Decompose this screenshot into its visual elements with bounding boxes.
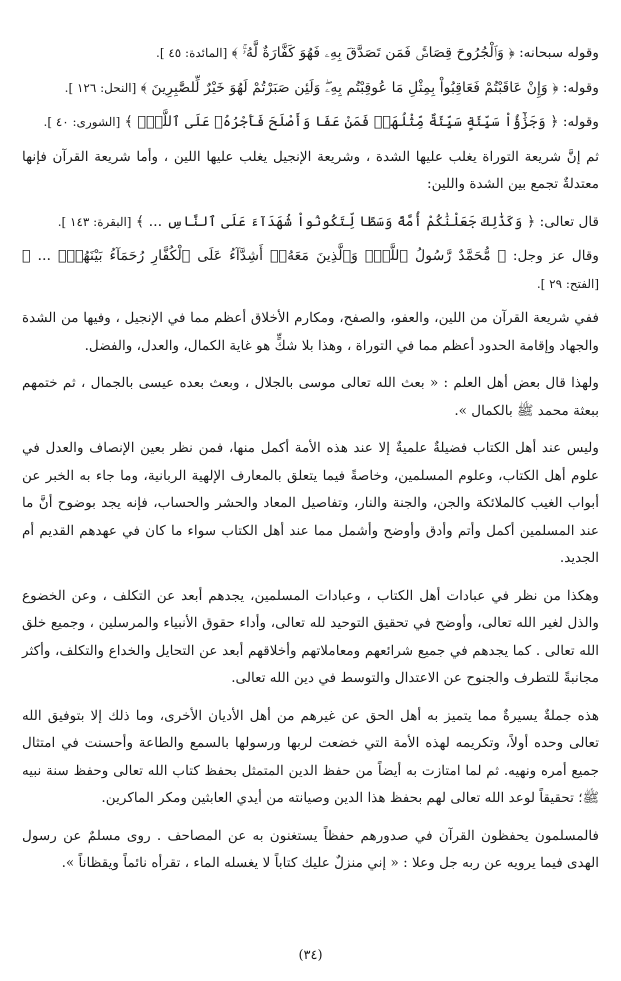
quran-verse: ﴿ وَكَذَٰلِكَ جَعَلْنَٰكُمْ أُمَّةً وَسَطًا لِّتَكُونُواْ شُهَدَآءَ عَلَى ٱلنَّاسِ ... ﴾	[135, 213, 536, 230]
verse-paragraph-1	[22, 40, 599, 68]
verse-paragraph-4	[22, 209, 599, 237]
verse-reference: [الشورى: ٤٠ ].	[43, 115, 121, 129]
body-paragraph: وليس عند أهل الكتاب فضيلةٌ علميةٌ إلا عند هذه الأمة أكمل منها، فمن نظر بعين الإنصاف والعدل في علوم أهل الكتاب، وعلوم المسلمين، وخاصةً فيما يتعلق بالمعارف الإلهية الربانية، وما جاء به الخبر عن أبواب الغيب كالملائكة والجن، والجنة والنار، وتفاصيل المعاد والحشر والحساب، فإنه يجد بوضوح أنَّ ما عند المسلمين أكمل وأتم وأدق وأوضح وأشمل مما عند أهل الكتاب سواء ما كان في عهدهم القديم أم الجديد.	[22, 440, 599, 566]
body-paragraph: هذه جملةٌ يسيرةٌ مما يتميز به أهل الحق عن غيرهم من أهل الأديان الأخرى، وما ذلك إلا بتوفيق الله تعالى وحده أولاً، وتكريمه لهذه الأمة التي خضعت لربها ورسولها بالسمع والطاعة وأحسنت في امتثال جميع أمره ونهيه. ثم لما امتازت به أيضاً من حفظ الدين المتمثل بحفظ كتاب الله تعالى وحفظ سنة نبيه ﷺ؛ تحقيقاً لوعد الله تعالى لهم بحفظ هذا الدين وصيانته من أيدي العابثين ومكر الماكرين.	[22, 707, 599, 806]
verse-reference: [البقرة: ١٤٣ ].	[57, 214, 132, 229]
verse-reference: [الفتح: ٢٩ ].	[536, 276, 599, 291]
verse-intro: وقوله سبحانه:	[519, 45, 599, 61]
body-paragraph: ففي شريعة القرآن من اللين، والعفو، والصفح، ومكارم الأخلاق أعظم مما في الإنجيل ، وفيها من الشدة والجهاد وإقامة الحدود أعظم مما في التوراة ، وهذا بلا شكٍّ هو غاية الكمال، والعدل، والفضل.	[22, 310, 599, 354]
verse-reference: [النحل: ١٢٦ ].	[64, 80, 137, 95]
body-paragraph: وهكذا من نظر في عبادات أهل الكتاب ، وعبادات المسلمين، يجدهم أبعد عن التكلف ، وعن الخضوع والذل لغير الله تعالى، وأوضح في تحقيق التوحيد لله تعالى، وأداء حقوق الأنبياء والمرسلين ، وجميع خلق الله تعالى . كما يجدهم في جميع شرائعهم ومعاملاتهم وأخلاقهم أبعد عن التحايل والخداع والتكلف، وأكثر مجانبةً للتطرف والجنوح عن الاعتدال والتوسط في دين الله تعالى.	[22, 587, 599, 686]
verse-intro: وقوله:	[558, 114, 599, 130]
verse-reference: [المائدة: ٤٥ ].	[156, 46, 228, 60]
verse-paragraph-2	[22, 75, 599, 103]
quran-verse: ﴿ وَجَزَٰٓؤُاْ سَيِّئَةٍ سَيِّئَةٌ مِّثْلُهَاۖ فَمَنْ عَفَا وَأَصْلَحَ فَأَجْرُهُۥ عَلَى ٱللَّهِۚ ﴾	[124, 114, 559, 130]
verse-intro: وقال عز وجل:	[506, 248, 599, 264]
quran-verse: ﴿ وَٱلْجُرُوحَ قِصَاصٌۚ فَمَن تَصَدَّقَ بِهِۦ فَهُوَ كَفَّارَةٌ لَّهُۥۚ ﴾	[231, 45, 515, 61]
body-paragraph: فالمسلمون يحفظون القرآن في صدورهم حفظاً يستغنون به عن المصاحف . روى مسلمٌ عن رسول الهدى فيما يرويه عن ربه جل وعلا : « إني منزلٌ عليك كتاباً لا يغسله الماء ، تقرأه نائماً ويقظاناً ».	[22, 827, 599, 871]
verse-paragraph-5	[22, 243, 599, 298]
quran-verse: ﴿ وَإِنْ عَاقَبْتُمْ فَعَاقِبُواْ بِمِثْلِ مَا عُوقِبْتُم بِهِۦۖ وَلَئِن صَبَرْتُمْ لَهُوَ خَيْرٌ لِّلصَّٰبِرِينَ ﴾	[140, 79, 559, 96]
body-paragraph: ثم إنَّ شريعة التوراة يغلب عليها الشدة ، وشريعة الإنجيل يغلب عليها اللين ، وأما شريعة القرآن فإنها معتدلةٌ تجمع بين الشدة واللين:	[22, 148, 599, 192]
verse-intro: وقوله:	[558, 79, 599, 96]
body-paragraph: ولهذا قال بعض أهل العلم : « بعث الله تعالى موسى بالجلال ، وبعث بعده عيسى بالجمال ، ثم ختمهم ببعثة محمد ﷺ بالكمال ».	[22, 375, 599, 419]
quran-verse: ﴿ مُّحَمَّدٌ رَّسُولُ ٱللَّهِۚ وَٱلَّذِينَ مَعَهُۥٓ أَشِدَّآءُ عَلَى ٱلْكُفَّارِ رُحَمَآءُ بَيْنَهُمْۖ ... ﴾	[22, 248, 507, 264]
verse-paragraph-3	[22, 109, 599, 137]
page-number: (٣٤)	[298, 948, 323, 963]
verse-intro: قال تعالى:	[535, 213, 599, 230]
